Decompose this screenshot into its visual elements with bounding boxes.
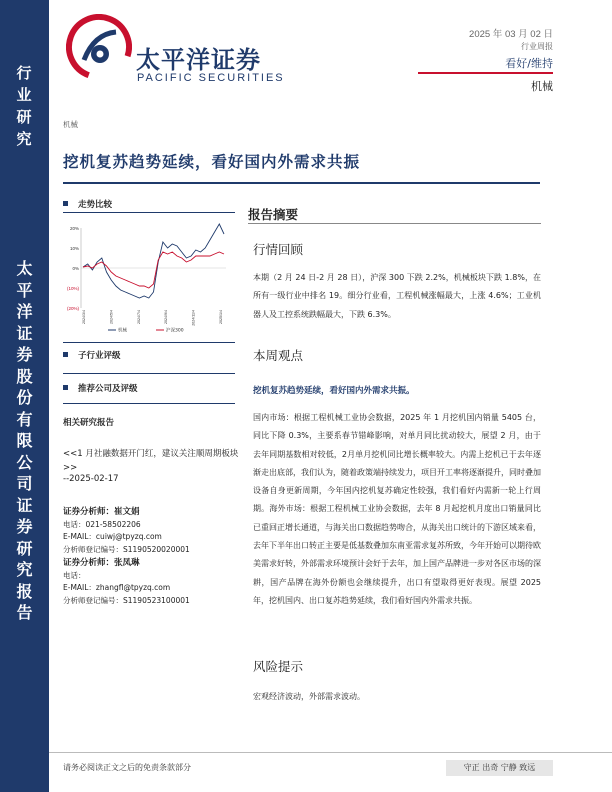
trend-divider (63, 212, 235, 213)
weekly-view-highlight: 挖机复苏趋势延续，看好国内外需求共振。 (253, 386, 415, 396)
report-type: 行业周报 (521, 42, 553, 51)
square-bullet-icon (63, 352, 68, 357)
risk-heading: 风险提示 (253, 659, 304, 674)
side-char: 平 (16, 280, 33, 300)
side-char: 证 (16, 495, 33, 515)
y-tick-label: 0% (72, 266, 79, 271)
x-tick-label: 2024/9/4 (164, 310, 169, 324)
breadcrumb: 机械 (63, 120, 78, 129)
legend-label: 机械 (118, 328, 127, 334)
analyst-role: 证券分析师： (63, 558, 115, 568)
related-report-link[interactable]: <<1 月社融数据开门红，建议关注顺周期板块>> (63, 449, 239, 473)
analyst-phone: 电话：021-58502206 (63, 519, 141, 529)
analyst-1 (63, 506, 190, 556)
side-char: 研 (16, 538, 33, 558)
side-char: 告 (16, 603, 33, 622)
side-char: 研 (16, 108, 33, 126)
report-date: 2025 年 03 月 02 日 (469, 29, 553, 40)
company-divider (63, 403, 235, 404)
side-char: 股 (16, 366, 33, 386)
analyst-phone: 电话： (63, 570, 86, 580)
analyst-name: 崔文娟 (114, 507, 140, 517)
square-bullet-icon (63, 201, 68, 206)
side-label-industry-research (0, 62, 49, 150)
disclaimer: 请务必阅读正文之后的免责条款部分 (63, 763, 191, 772)
title-divider (63, 182, 540, 184)
side-char: 太 (16, 259, 33, 278)
square-bullet-icon (63, 385, 68, 390)
summary-divider (248, 223, 541, 224)
weekly-view-text: 国内市场：根据工程机械工业协会数据，2025 年 1 月挖机国内销量 5405 台，同比下降 0.3%，主要系春节错峰影响，对单月同比扰动较大，展望 2 月，由于去年同期基数相对较低，2月单月挖机同比增长概率较大。内需上挖机已于去年逐渐走出底部，我们认为，随着政策端持续发力，项目开工率将逐渐提升，同时叠加设备自身更新周期，今年国内挖机复苏确定性较强，我们看好内需新一轮上行周期。海外市场：根据工程机械工业协会数据，去年 8 月起挖机月度出口销量同比已重回正增长通道，与海关出口数据趋势吻合，从海关出口统计的下游区域来看，去年下半年出口转正主要是低基数叠加东南亚需求复苏所致，今年开始可以期待欧美需求好转，外部需求环境预计会好于去年，加上国产品牌进一步对各区市场的深耕，国产品牌在海外份额也会继续提升，出口有望取得更好表现。展望 2025 年，挖机国内、出口复苏趋势延续，我们看好国内外需求共振。 (253, 413, 541, 605)
industry-rating: 看好/维持 (505, 57, 553, 70)
side-char: 究 (16, 560, 33, 579)
x-tick-label: 2024/11/4 (191, 310, 196, 326)
brand-name-cn: 太平洋证券 (136, 46, 261, 74)
analyst-email[interactable]: E-MAIL：zhangfl@tpyzq.com (63, 583, 171, 592)
x-tick-label: 2025/1/4 (219, 310, 223, 324)
analyst-cert: 分析师登记编号：S1190523100001 (63, 595, 190, 605)
related-reports-title: 相关研究报告 (63, 418, 115, 428)
weekly-view-heading: 本周观点 (253, 348, 304, 363)
side-char: 份 (16, 388, 33, 407)
side-label-company (0, 258, 49, 624)
side-char: 行 (16, 64, 33, 82)
rating-divider-bottom (63, 373, 235, 374)
sub-industry-rating-label: 子行业评级 (63, 349, 121, 361)
brand-name-en: PACIFIC SECURITIES (137, 72, 285, 84)
footer-divider (49, 752, 612, 753)
rating-divider-top (63, 342, 235, 343)
trend-chart (63, 220, 235, 342)
legend-label: 沪深300 (166, 328, 184, 334)
y-tick-label: (20%) (66, 306, 79, 311)
y-tick-label: 20% (69, 226, 79, 231)
side-char: 公 (16, 452, 33, 472)
risk-text: 宏观经济波动，外部需求波动。 (253, 692, 365, 701)
y-tick-label: 10% (69, 246, 79, 251)
x-tick-label: 2024/7/4 (136, 310, 141, 324)
y-tick-label: (10%) (66, 286, 79, 291)
market-review-text: 本期（2 月 24 日-2 月 28 日），沪深 300 下跌 2.2%，机械板块下跌 1.8%，在所有一级行业中排名 19。细分行业看，工程机械涨幅最大，上涨 4.6%；工业机器人及工控系统跌幅最大，下跌 6.3%。 (253, 273, 541, 319)
header-divider (418, 72, 553, 74)
side-char: 有 (16, 409, 33, 429)
series-line (83, 252, 224, 288)
series-line (83, 224, 224, 298)
page-title: 挖机复苏趋势延续，看好国内外需求共振 (63, 152, 361, 171)
sector-name: 机械 (531, 80, 553, 93)
x-tick-label: 2024/3/4 (82, 310, 86, 324)
side-char: 洋 (16, 302, 33, 321)
side-char: 报 (16, 581, 33, 601)
analyst-2 (63, 557, 190, 607)
related-report-date: --2025-02-17 (63, 474, 119, 484)
pacific-logo-icon (66, 14, 132, 80)
side-char: 司 (16, 474, 33, 493)
side-char: 业 (16, 86, 33, 104)
market-review-heading: 行情回顾 (253, 242, 304, 257)
analyst-role: 证券分析师： (63, 507, 115, 517)
analyst-cert: 分析师登记编号：S1190520020001 (63, 544, 190, 554)
side-char: 券 (16, 345, 33, 364)
side-char: 究 (16, 130, 33, 148)
recommended-company-label: 推荐公司及评级 (63, 382, 138, 394)
company-slogan: 守正 出奇 宁静 致远 (446, 760, 553, 776)
x-tick-label: 2024/5/4 (109, 310, 114, 324)
side-char: 券 (16, 517, 33, 536)
side-char: 证 (16, 323, 33, 343)
side-char: 限 (16, 431, 33, 450)
analyst-name: 张凤琳 (114, 558, 140, 568)
summary-title: 报告摘要 (248, 207, 299, 222)
trend-label: 走势比较 (63, 198, 112, 210)
analyst-email[interactable]: E-MAIL：cuiwj@tpyzq.com (63, 532, 162, 541)
